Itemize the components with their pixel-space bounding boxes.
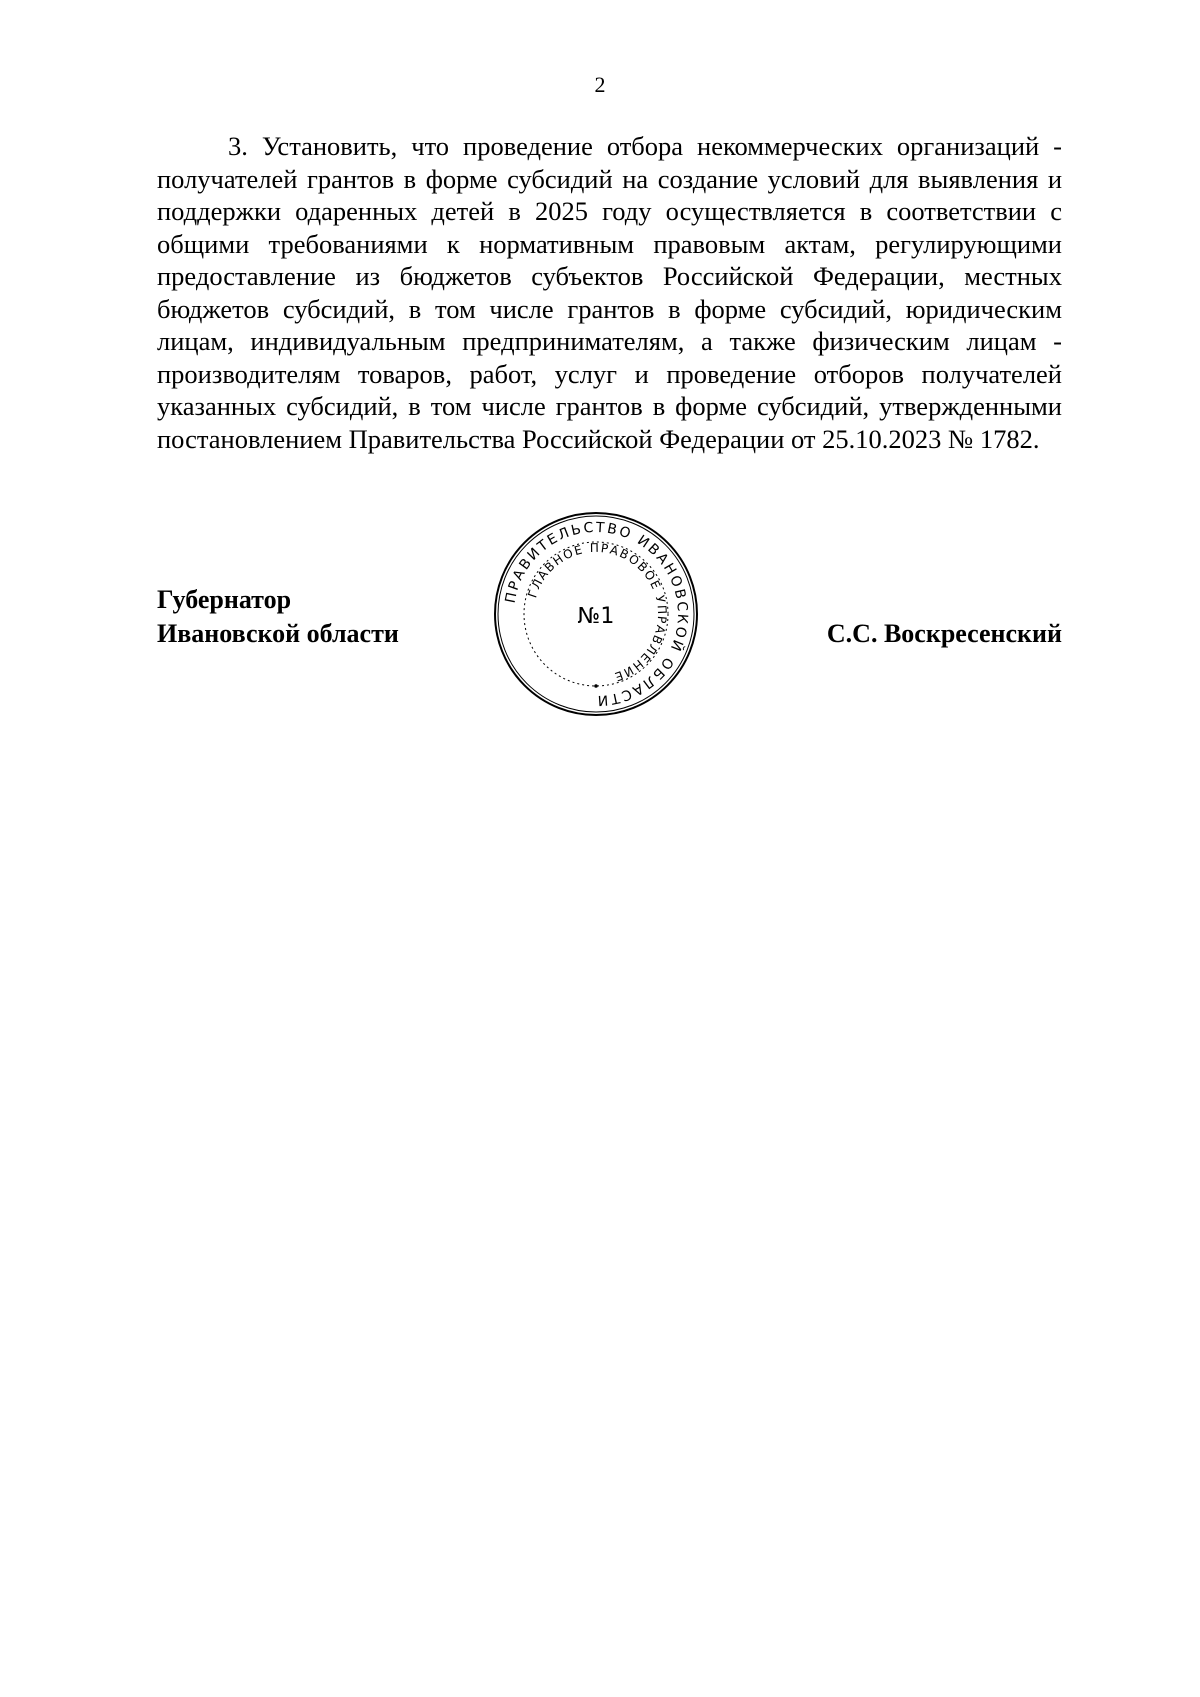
signatory-position-line1: Губернатор [157, 585, 292, 614]
seal-dot [594, 684, 598, 688]
signatory-position-line2: Ивановской области [157, 619, 399, 648]
seal-graphic [493, 511, 699, 717]
page-number: 2 [594, 72, 606, 97]
official-seal [493, 511, 699, 717]
seal-outer-text: ПРАВИТЕЛЬСТВО ИВАНОВСКОЙ ОБЛАСТИ [502, 519, 691, 709]
seal-center-number: №1 [577, 604, 615, 629]
signatory-name: С.С. Воскресенский [826, 619, 1062, 648]
signatory-position [157, 583, 399, 651]
seal-inner-text: ГЛАВНОЕ ПРАВОВОЕ УПРАВЛЕНИЕ [525, 540, 670, 685]
body-paragraph: 3. Установить, что проведение отбора некоммерческих организаций - получателей грантов в форме субсидий на создание условий для выявления и поддержки одаренных детей в 2025 году осуществляется в соответствии с общими требованиями к нормативным правовым актам, регулирующими предоставление из бюджетов субъектов Российской Федерации, местных бюджетов субсидий, в том числе грантов в форме субсидий, юридическим лицам, индивидуальным предпринимателям, а также физическим лицам - производителям товаров, работ, услуг и проведение отборов получателей указанных субсидий, в том числе грантов в форме субсидий, утвержденными постановлением Правительства Российской Федерации от 25.10.2023 № 1782. [157, 131, 1062, 454]
